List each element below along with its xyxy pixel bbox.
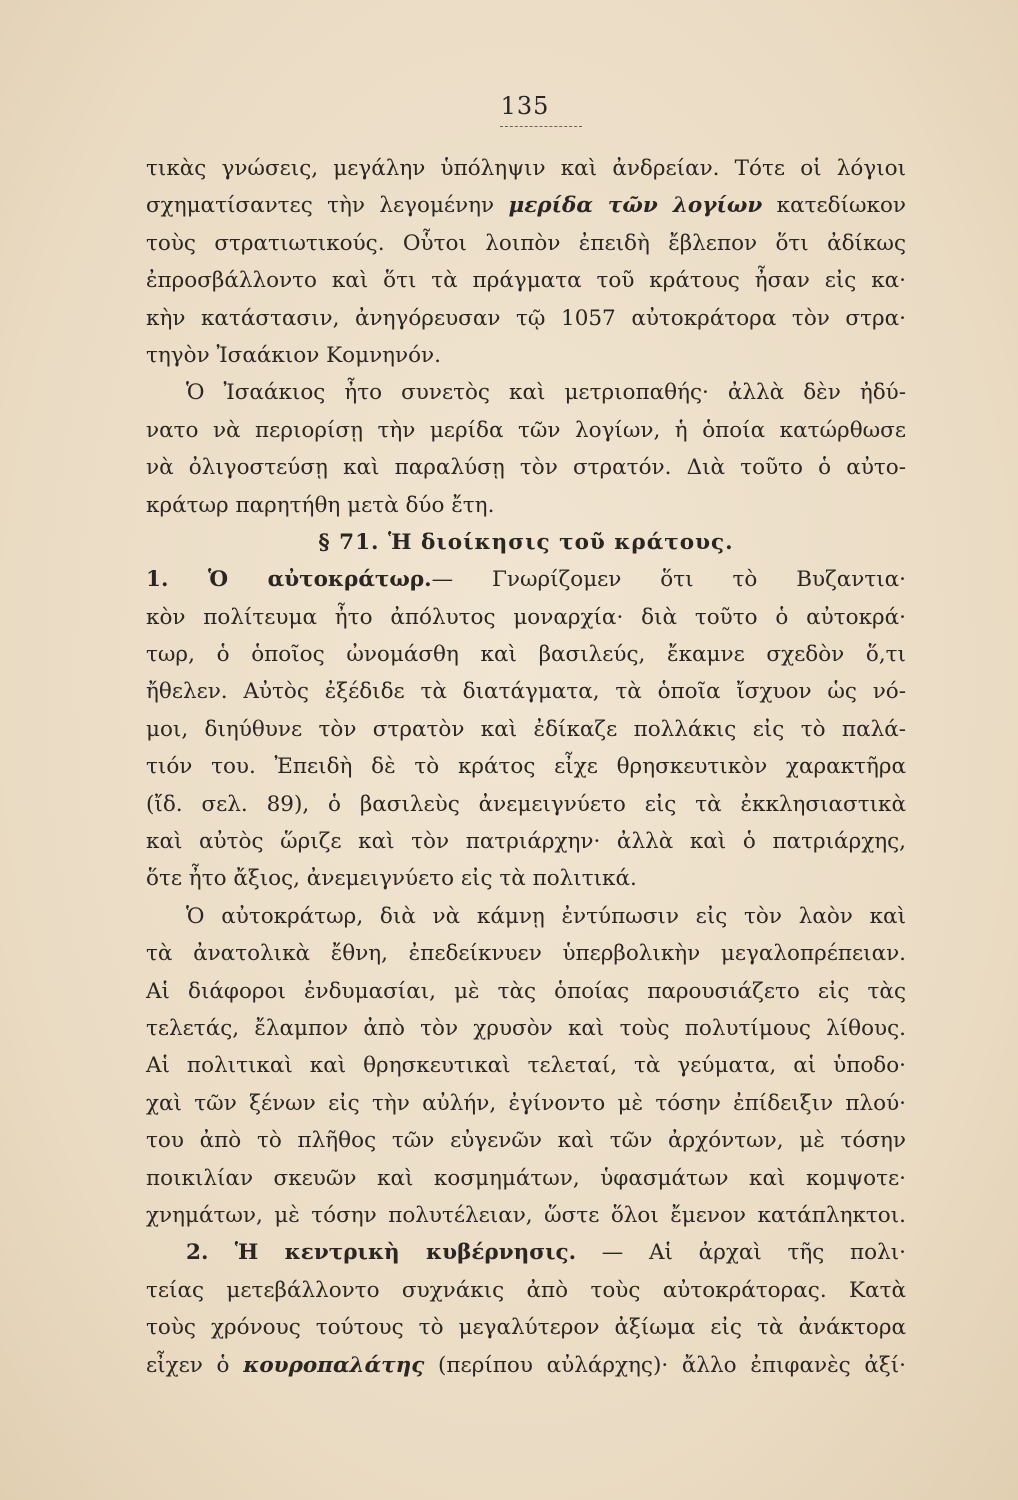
- text-line: ἤθελεν. Αὐτὸς ἐξέδιδε τὰ διατάγματα, τὰ ὁποῖα ἴσχυον ὡς νό-: [146, 679, 906, 705]
- text-line: 1. Ὁ αὐτοκράτωρ.— Γνωρίζομεν ὅτι τὸ Βυζαντια·: [146, 567, 906, 593]
- page-number: 135: [500, 92, 550, 120]
- text-line: 2. Ἡ κεντρικὴ κυβέρνησις. — Αἱ ἀρχαὶ τῆς πολι·: [186, 1240, 906, 1266]
- emphasis-term: μερίδα τῶν λογίων: [508, 193, 763, 219]
- body-text: [146, 150, 906, 1384]
- text-line: μοι, διηύθυνε τὸν στρατὸν καὶ ἐδίκαζε πολλάκις εἰς τὸ παλά-: [146, 716, 906, 742]
- text-line: τηγὸν Ἰσαάκιον Κομνηνόν.: [146, 342, 441, 368]
- text-line: νὰ ὀλιγοστεύσῃ καὶ παραλύσῃ τὸν στρατόν. Διὰ τοῦτο ὁ αὐτο-: [146, 455, 906, 481]
- emphasis-term: κουροπαλάτης: [243, 1352, 425, 1378]
- text-line: τωρ, ὁ ὁποῖος ὠνομάσθη καὶ βασιλεύς, ἔκαμνε σχεδὸν ὅ,τι: [146, 642, 906, 668]
- subheading: 1. Ὁ αὐτοκράτωρ.: [146, 567, 432, 593]
- page-number-rule: [500, 126, 582, 127]
- text-line: εἶχεν ὁ κουροπαλάτης (περίπου αὐλάρχης)· ἄλλο ἐπιφανὲς ἀξί·: [146, 1352, 907, 1378]
- text-line: σχηματίσαντες τὴν λεγομένην μερίδα τῶν λογίων κατεδίωκον: [146, 193, 906, 219]
- text-line: Αἱ διάφοροι ἐνδυμασίαι, μὲ τὰς ὁποίας παρουσιάζετο εἰς τὰς: [146, 978, 906, 1004]
- text-line: κὴν κατάστασιν, ἀνηγόρευσαν τῷ 1057 αὐτοκράτορα τὸν στρα·: [146, 305, 906, 331]
- text-line: τελετάς, ἔλαμπον ἀπὸ τὸν χρυσὸν καὶ τοὺς πολυτίμους λίθους.: [146, 1015, 906, 1041]
- text-line: του ἀπὸ τὸ πλῆθος τῶν εὐγενῶν καὶ τῶν ἀρχόντων, μὲ τόσην: [146, 1128, 906, 1154]
- text-line: χνημάτων, μὲ τόσην πολυτέλειαν, ὥστε ὅλοι ἔμενον κατάπληκτοι.: [146, 1202, 906, 1228]
- text-line: ποικιλίαν σκευῶν καὶ κοσμημάτων, ὑφασμάτων καὶ κομψοτε·: [146, 1165, 906, 1191]
- text-line: τικὰς γνώσεις, μεγάλην ὑπόληψιν καὶ ἀνδρείαν. Τότε οἱ λόγιοι: [146, 156, 906, 181]
- text-line: ὅτε ἦτο ἄξιος, ἀνεμειγνύετο εἰς τὰ πολιτικά.: [146, 866, 637, 892]
- text-line: νατο νὰ περιορίσῃ τὴν μερίδα τῶν λογίων, ἡ ὁποία κατώρθωσε: [146, 417, 906, 443]
- text-line: τείας μετεβάλλοντο συχνάκις ἀπὸ τοὺς αὐτοκράτορας. Κατὰ: [146, 1277, 906, 1303]
- text-line: τὰ ἀνατολικὰ ἔθνη, ἐπεδείκνυεν ὑπερβολικὴν μεγαλοπρέπειαν.: [146, 941, 906, 967]
- text-line: Αἱ πολιτικαὶ καὶ θρησκευτικαὶ τελεταί, τὰ γεύματα, αἱ ὑποδο·: [146, 1053, 906, 1079]
- text-line: ἐπροσβάλλοντο καὶ ὅτι τὰ πράγματα τοῦ κράτους ἦσαν εἰς κα·: [146, 268, 906, 294]
- subheading: 2. Ἡ κεντρικὴ κυβέρνησις.: [186, 1240, 577, 1266]
- text-line: καὶ αὐτὸς ὥριζε καὶ τὸν πατριάρχην· ἀλλὰ καὶ ὁ πατριάρχης,: [146, 829, 906, 855]
- text-line: τιόν του. Ἐπειδὴ δὲ τὸ κράτος εἶχε θρησκευτικὸν χαρακτῆρα: [146, 754, 906, 780]
- text-line: (ἴδ. σελ. 89), ὁ βασιλεὺς ἀνεμειγνύετο εἰς τὰ ἐκκλησιαστικὰ: [146, 791, 906, 817]
- text-line: κράτωρ παρητήθη μετὰ δύο ἔτη.: [146, 492, 495, 518]
- text-line: Ὁ Ἰσαάκιος ἦτο συνετὸς καὶ μετριοπαθής· ἀλλὰ δὲν ἠδύ-: [186, 380, 906, 406]
- text-line: τοὺς στρατιωτικούς. Οὗτοι λοιπὸν ἐπειδὴ ἔβλεπον ὅτι ἀδίκως: [146, 230, 906, 256]
- text-line: τοὺς χρόνους τούτους τὸ μεγαλύτερον ἀξίωμα εἰς τὰ ἀνάκτορα: [146, 1315, 906, 1341]
- text-line: Ὁ αὐτοκράτωρ, διὰ νὰ κάμνῃ ἐντύπωσιν εἰς τὸν λαὸν καὶ: [186, 903, 906, 929]
- section-heading: § 71. Ἡ διοίκησις τοῦ κράτους.: [318, 529, 734, 555]
- text-line: χαὶ τῶν ξένων εἰς τὴν αὐλήν, ἐγίνοντο μὲ τόσην ἐπίδειξιν πλού·: [146, 1090, 906, 1116]
- text-line: κὸν πολίτευμα ἦτο ἀπόλυτος μοναρχία· διὰ τοῦτο ὁ αὐτοκρά·: [146, 604, 906, 630]
